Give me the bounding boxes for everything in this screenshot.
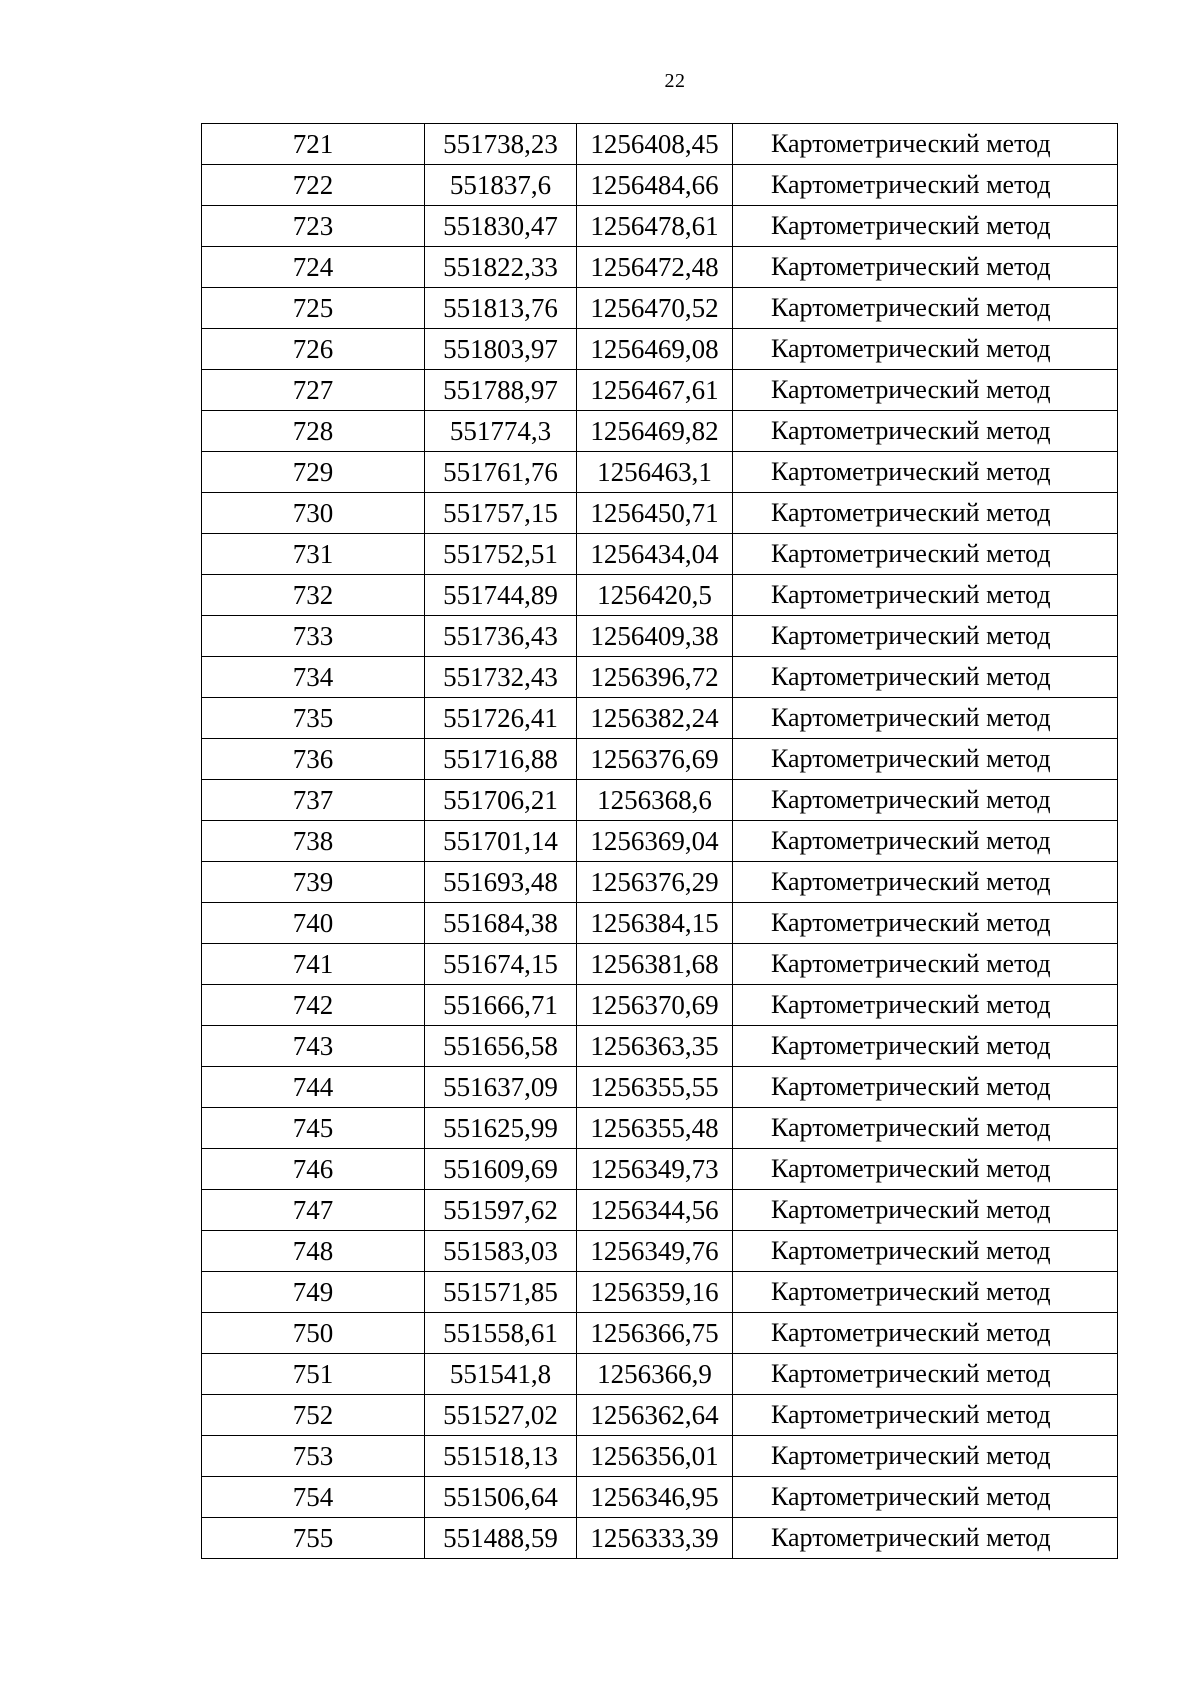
method-cell: Картометрический метод <box>733 1518 1118 1559</box>
y-coordinate-cell: 1256381,68 <box>577 944 733 985</box>
y-coordinate-cell: 1256356,01 <box>577 1436 733 1477</box>
y-coordinate-cell: 1256420,5 <box>577 575 733 616</box>
table-row <box>202 124 1118 165</box>
point-number-cell: 736 <box>202 739 425 780</box>
x-coordinate-cell: 551706,21 <box>425 780 577 821</box>
table-row <box>202 985 1118 1026</box>
x-coordinate-cell: 551674,15 <box>425 944 577 985</box>
point-number-cell: 745 <box>202 1108 425 1149</box>
method-cell: Картометрический метод <box>733 985 1118 1026</box>
method-cell: Картометрический метод <box>733 616 1118 657</box>
table-row <box>202 1272 1118 1313</box>
method-cell: Картометрический метод <box>733 1354 1118 1395</box>
table-row <box>202 657 1118 698</box>
method-cell: Картометрический метод <box>733 1149 1118 1190</box>
x-coordinate-cell: 551732,43 <box>425 657 577 698</box>
point-number-cell: 743 <box>202 1026 425 1067</box>
y-coordinate-cell: 1256408,45 <box>577 124 733 165</box>
table-row <box>202 821 1118 862</box>
method-cell: Картометрический метод <box>733 247 1118 288</box>
method-cell: Картометрический метод <box>733 1436 1118 1477</box>
method-cell: Картометрический метод <box>733 411 1118 452</box>
y-coordinate-cell: 1256344,56 <box>577 1190 733 1231</box>
point-number-cell: 750 <box>202 1313 425 1354</box>
point-number-cell: 721 <box>202 124 425 165</box>
x-coordinate-cell: 551830,47 <box>425 206 577 247</box>
y-coordinate-cell: 1256434,04 <box>577 534 733 575</box>
point-number-cell: 752 <box>202 1395 425 1436</box>
x-coordinate-cell: 551738,23 <box>425 124 577 165</box>
x-coordinate-cell: 551788,97 <box>425 370 577 411</box>
point-number-cell: 734 <box>202 657 425 698</box>
x-coordinate-cell: 551716,88 <box>425 739 577 780</box>
table-row <box>202 1026 1118 1067</box>
table-row <box>202 288 1118 329</box>
method-cell: Картометрический метод <box>733 206 1118 247</box>
point-number-cell: 742 <box>202 985 425 1026</box>
method-cell: Картометрический метод <box>733 575 1118 616</box>
x-coordinate-cell: 551597,62 <box>425 1190 577 1231</box>
method-cell: Картометрический метод <box>733 288 1118 329</box>
x-coordinate-cell: 551666,71 <box>425 985 577 1026</box>
table-row <box>202 247 1118 288</box>
x-coordinate-cell: 551571,85 <box>425 1272 577 1313</box>
x-coordinate-cell: 551736,43 <box>425 616 577 657</box>
point-number-cell: 726 <box>202 329 425 370</box>
y-coordinate-cell: 1256355,55 <box>577 1067 733 1108</box>
table-row <box>202 370 1118 411</box>
method-cell: Картометрический метод <box>733 493 1118 534</box>
table-row <box>202 1190 1118 1231</box>
point-number-cell: 729 <box>202 452 425 493</box>
y-coordinate-cell: 1256349,76 <box>577 1231 733 1272</box>
point-number-cell: 730 <box>202 493 425 534</box>
y-coordinate-cell: 1256376,69 <box>577 739 733 780</box>
y-coordinate-cell: 1256469,82 <box>577 411 733 452</box>
x-coordinate-cell: 551701,14 <box>425 821 577 862</box>
x-coordinate-cell: 551744,89 <box>425 575 577 616</box>
method-cell: Картометрический метод <box>733 821 1118 862</box>
table-row <box>202 411 1118 452</box>
table-row <box>202 1477 1118 1518</box>
table-row <box>202 1518 1118 1559</box>
point-number-cell: 740 <box>202 903 425 944</box>
point-number-cell: 724 <box>202 247 425 288</box>
x-coordinate-cell: 551637,09 <box>425 1067 577 1108</box>
y-coordinate-cell: 1256346,95 <box>577 1477 733 1518</box>
x-coordinate-cell: 551813,76 <box>425 288 577 329</box>
point-number-cell: 746 <box>202 1149 425 1190</box>
method-cell: Картометрический метод <box>733 1190 1118 1231</box>
y-coordinate-cell: 1256467,61 <box>577 370 733 411</box>
y-coordinate-cell: 1256333,39 <box>577 1518 733 1559</box>
x-coordinate-cell: 551518,13 <box>425 1436 577 1477</box>
y-coordinate-cell: 1256478,61 <box>577 206 733 247</box>
y-coordinate-cell: 1256470,52 <box>577 288 733 329</box>
point-number-cell: 737 <box>202 780 425 821</box>
method-cell: Картометрический метод <box>733 1395 1118 1436</box>
coordinates-table-body <box>202 124 1118 1559</box>
method-cell: Картометрический метод <box>733 1477 1118 1518</box>
y-coordinate-cell: 1256382,24 <box>577 698 733 739</box>
table-row <box>202 1354 1118 1395</box>
table-row <box>202 739 1118 780</box>
table-row <box>202 575 1118 616</box>
y-coordinate-cell: 1256359,16 <box>577 1272 733 1313</box>
y-coordinate-cell: 1256463,1 <box>577 452 733 493</box>
table-row <box>202 206 1118 247</box>
table-row <box>202 165 1118 206</box>
x-coordinate-cell: 551506,64 <box>425 1477 577 1518</box>
x-coordinate-cell: 551625,99 <box>425 1108 577 1149</box>
y-coordinate-cell: 1256366,9 <box>577 1354 733 1395</box>
point-number-cell: 723 <box>202 206 425 247</box>
point-number-cell: 753 <box>202 1436 425 1477</box>
x-coordinate-cell: 551558,61 <box>425 1313 577 1354</box>
x-coordinate-cell: 551541,8 <box>425 1354 577 1395</box>
table-row <box>202 1149 1118 1190</box>
y-coordinate-cell: 1256469,08 <box>577 329 733 370</box>
table-row <box>202 452 1118 493</box>
y-coordinate-cell: 1256450,71 <box>577 493 733 534</box>
x-coordinate-cell: 551757,15 <box>425 493 577 534</box>
method-cell: Картометрический метод <box>733 739 1118 780</box>
y-coordinate-cell: 1256349,73 <box>577 1149 733 1190</box>
x-coordinate-cell: 551583,03 <box>425 1231 577 1272</box>
method-cell: Картометрический метод <box>733 1026 1118 1067</box>
x-coordinate-cell: 551803,97 <box>425 329 577 370</box>
x-coordinate-cell: 551488,59 <box>425 1518 577 1559</box>
method-cell: Картометрический метод <box>733 1231 1118 1272</box>
table-row <box>202 1436 1118 1477</box>
x-coordinate-cell: 551726,41 <box>425 698 577 739</box>
method-cell: Картометрический метод <box>733 944 1118 985</box>
table-row <box>202 534 1118 575</box>
table-row <box>202 1313 1118 1354</box>
table-row <box>202 780 1118 821</box>
table-row <box>202 944 1118 985</box>
x-coordinate-cell: 551656,58 <box>425 1026 577 1067</box>
point-number-cell: 755 <box>202 1518 425 1559</box>
x-coordinate-cell: 551527,02 <box>425 1395 577 1436</box>
table-row <box>202 329 1118 370</box>
x-coordinate-cell: 551609,69 <box>425 1149 577 1190</box>
table-row <box>202 1231 1118 1272</box>
y-coordinate-cell: 1256484,66 <box>577 165 733 206</box>
point-number-cell: 722 <box>202 165 425 206</box>
method-cell: Картометрический метод <box>733 370 1118 411</box>
method-cell: Картометрический метод <box>733 862 1118 903</box>
method-cell: Картометрический метод <box>733 534 1118 575</box>
point-number-cell: 732 <box>202 575 425 616</box>
point-number-cell: 738 <box>202 821 425 862</box>
x-coordinate-cell: 551822,33 <box>425 247 577 288</box>
method-cell: Картометрический метод <box>733 903 1118 944</box>
y-coordinate-cell: 1256368,6 <box>577 780 733 821</box>
coordinates-table <box>201 123 1118 1559</box>
y-coordinate-cell: 1256376,29 <box>577 862 733 903</box>
method-cell: Картометрический метод <box>733 124 1118 165</box>
method-cell: Картометрический метод <box>733 1108 1118 1149</box>
method-cell: Картометрический метод <box>733 698 1118 739</box>
method-cell: Картометрический метод <box>733 452 1118 493</box>
point-number-cell: 747 <box>202 1190 425 1231</box>
table-row <box>202 698 1118 739</box>
method-cell: Картометрический метод <box>733 1313 1118 1354</box>
x-coordinate-cell: 551693,48 <box>425 862 577 903</box>
x-coordinate-cell: 551752,51 <box>425 534 577 575</box>
method-cell: Картометрический метод <box>733 780 1118 821</box>
point-number-cell: 741 <box>202 944 425 985</box>
point-number-cell: 744 <box>202 1067 425 1108</box>
point-number-cell: 728 <box>202 411 425 452</box>
table-row <box>202 1108 1118 1149</box>
table-row <box>202 1395 1118 1436</box>
x-coordinate-cell: 551761,76 <box>425 452 577 493</box>
table-row <box>202 903 1118 944</box>
y-coordinate-cell: 1256362,64 <box>577 1395 733 1436</box>
y-coordinate-cell: 1256384,15 <box>577 903 733 944</box>
table-row <box>202 862 1118 903</box>
point-number-cell: 751 <box>202 1354 425 1395</box>
point-number-cell: 727 <box>202 370 425 411</box>
table-row <box>202 493 1118 534</box>
table-row <box>202 1067 1118 1108</box>
point-number-cell: 748 <box>202 1231 425 1272</box>
y-coordinate-cell: 1256366,75 <box>577 1313 733 1354</box>
x-coordinate-cell: 551837,6 <box>425 165 577 206</box>
point-number-cell: 733 <box>202 616 425 657</box>
x-coordinate-cell: 551774,3 <box>425 411 577 452</box>
y-coordinate-cell: 1256369,04 <box>577 821 733 862</box>
point-number-cell: 754 <box>202 1477 425 1518</box>
method-cell: Картометрический метод <box>733 165 1118 206</box>
method-cell: Картометрический метод <box>733 1067 1118 1108</box>
page-number: 22 <box>664 70 686 92</box>
point-number-cell: 749 <box>202 1272 425 1313</box>
method-cell: Картометрический метод <box>733 657 1118 698</box>
y-coordinate-cell: 1256363,35 <box>577 1026 733 1067</box>
method-cell: Картометрический метод <box>733 329 1118 370</box>
y-coordinate-cell: 1256396,72 <box>577 657 733 698</box>
point-number-cell: 725 <box>202 288 425 329</box>
y-coordinate-cell: 1256355,48 <box>577 1108 733 1149</box>
y-coordinate-cell: 1256409,38 <box>577 616 733 657</box>
point-number-cell: 735 <box>202 698 425 739</box>
table-row <box>202 616 1118 657</box>
method-cell: Картометрический метод <box>733 1272 1118 1313</box>
x-coordinate-cell: 551684,38 <box>425 903 577 944</box>
y-coordinate-cell: 1256370,69 <box>577 985 733 1026</box>
point-number-cell: 739 <box>202 862 425 903</box>
y-coordinate-cell: 1256472,48 <box>577 247 733 288</box>
point-number-cell: 731 <box>202 534 425 575</box>
